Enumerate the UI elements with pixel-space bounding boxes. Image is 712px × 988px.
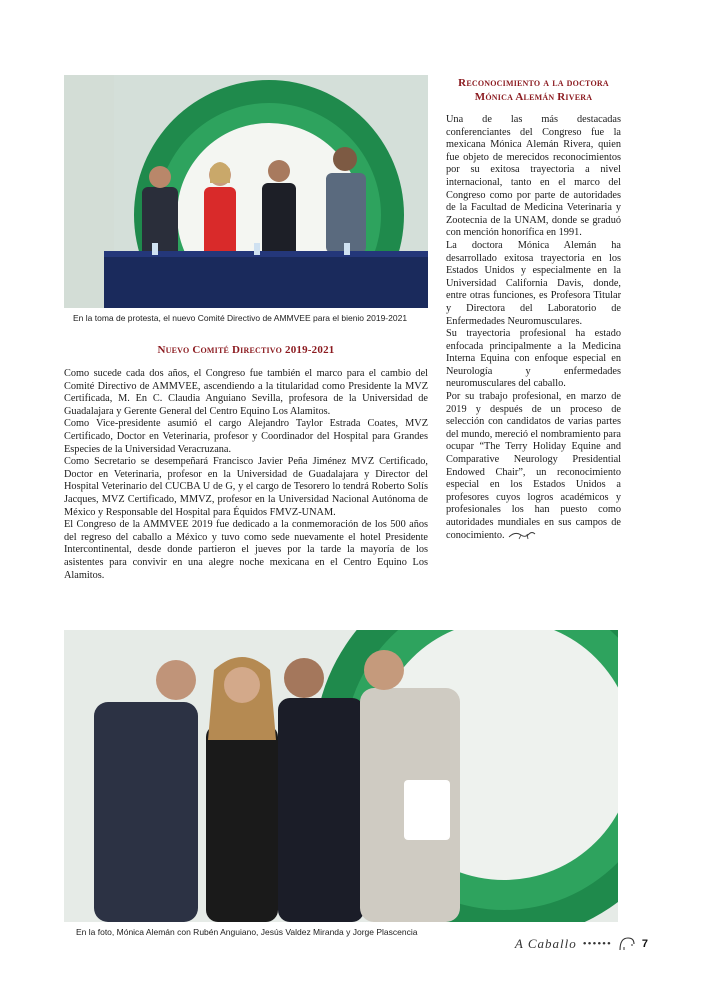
- right-section-title-line1: Reconocimiento a la doctora: [458, 77, 609, 89]
- page-number: 7: [641, 938, 648, 950]
- left-section-title: Nuevo Comité Directivo 2019-2021: [157, 344, 335, 356]
- right-paragraph-3: Su trayectoria profesional ha estado enfocada principalmente a la Medicina Interna Equina con enfoque especial en Neurología y enfermedades neuromusculares del caballo.: [446, 328, 621, 390]
- left-paragraph-2: Como Vice-presidente asumió el cargo Alejandro Taylor Estrada Coates, MVZ Certificado, Doctor en Veterinaria, profesor y Coordinador del Hospital para Grandes Especies de la Universidad Veracruzana.: [64, 418, 428, 455]
- right-paragraph-2: La doctora Mónica Alemán ha desarrollado exitosa trayectoria en los Estados Unidos y especialmente en la Universidad California Davis, donde, entre otras funciones, es Profesora Titular y Directora del Laboratorio de Enfermedades Neuromusculares.: [446, 239, 621, 327]
- stage-ceremony-image: [64, 75, 428, 308]
- right-section-title: [446, 76, 621, 104]
- left-paragraph-4: El Congreso de la AMMVEE 2019 fue dedicado a la conmemoración de los 500 años del regreso del caballo a México y tuvo como sede nuevamente el hotel Presidente Intercontinental, desde donde partieron el jueves por la tarde la mayoría de los asistentes para convivir en una alegre noche mexicana en el Centro Equino Los Alamitos.: [64, 519, 428, 581]
- left-paragraph-1: Como sucede cada dos años, el Congreso fue también el marco para el cambio del Comité Directivo de AMMVEE, ascendiendo a la titularidad como Presidente la MVZ Certificada, M. En C. Claudia Anguiano Sevilla, profesora de la Universidad de Guadalajara y Gerente General del Centro Equino Los Alamitos.: [64, 368, 428, 417]
- page-footer: [515, 936, 648, 952]
- right-section-body: [446, 114, 621, 542]
- magazine-brand: A Caballo: [514, 936, 577, 951]
- right-section-title-line2: Mónica Alemán Rivera: [474, 91, 593, 103]
- bottom-photo: [64, 630, 618, 922]
- top-photo-caption: En la toma de protesta, el nuevo Comité Directivo de AMMVEE para el bienio 2019-2021: [73, 313, 408, 323]
- footer-dots: ••••••: [582, 938, 612, 950]
- bottom-photo-caption: En la foto, Mónica Alemán con Rubén Anguiano, Jesús Valdez Miranda y Jorge Plascencia: [76, 927, 418, 937]
- right-paragraph-4: [446, 391, 621, 542]
- horse-end-mark-icon: [507, 530, 537, 540]
- right-paragraph-1: Una de las más destacadas conferenciantes del Congreso fue la mexicana Mónica Alemán Rivera, quien fue objeto de merecidos reconocimientos por su exitosa trayectoria a nivel internacional, tanto en el marco del Congreso como por parte de autoridades de la Facultad de Medicina Veterinaria y Zootecnia de la UNAM, donde se graduó con mención honorífica en 1991.: [446, 114, 621, 239]
- left-paragraph-3: Como Secretario se desempeñará Francisco Javier Peña Jiménez MVZ Certificado, Doctor en Veterinaria, profesor en la Universidad de Guadalajara y Director del Hospital Veterinario del CUCBA U de G, y el cargo de Tesorero lo tendrá Roberto Solís Jacques, MVZ Certificado, MMVZ, profesor en la Universidad Nacional Autónoma de México y Responsable del Hospital para Équidos FMVZ-UNAM.: [64, 456, 428, 518]
- group-portrait-image: [64, 630, 618, 922]
- left-section-body: [64, 368, 428, 582]
- right-paragraph-4-text: Por su trabajo profesional, en marzo de 2019 y después de un proceso de selección con candidatos de varias partes del mundo, mereció el nombramiento para ocupar “The Terry Holiday Equine and Comparative Neurology Presidential Endowed Chair”, un reconocimiento especial en los Estados Unidos a profesores cuyos logros académicos y profesionales los han puesto como autoridades mundiales en sus campos de conocimiento.: [446, 391, 621, 541]
- horseshoe-ornament-icon: [618, 936, 636, 952]
- top-photo: [64, 75, 428, 308]
